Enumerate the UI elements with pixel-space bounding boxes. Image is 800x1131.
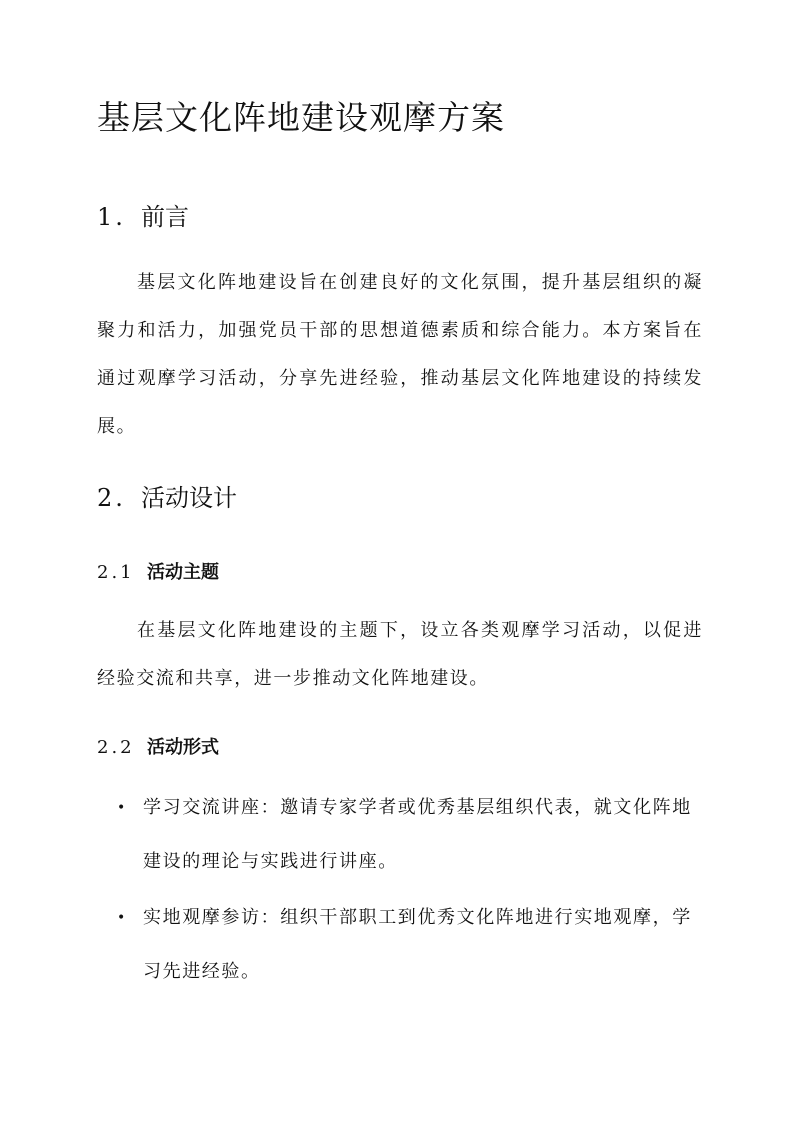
bullet-icon: • (117, 910, 127, 926)
subsection-heading-activity-theme (97, 558, 219, 584)
section-number: 1. (97, 203, 126, 231)
subsection-title: 活动主题 (147, 562, 219, 583)
section-title: 前言 (141, 203, 189, 231)
subsection-number: 2.2 (97, 737, 135, 758)
section-title: 活动设计 (141, 484, 237, 512)
list-item (117, 891, 697, 999)
activity-theme-paragraph: 在基层文化阵地建设的主题下，设立各类观摩学习活动，以促进经验交流和共享，进一步推动文化阵地建设。 (97, 620, 703, 689)
bullet-icon: • (117, 800, 127, 816)
section-heading-preface (97, 197, 189, 232)
list-item-text: 学习交流讲座：邀请专家学者或优秀基层组织代表，就文化阵地建设的理论与实践进行讲座。 (143, 797, 692, 872)
document-title: 基层文化阵地建设观摩方案 (97, 98, 505, 137)
section-number: 2. (97, 484, 126, 512)
subsection-title: 活动形式 (147, 737, 219, 758)
subsection-number: 2.1 (97, 562, 135, 583)
section-heading-activity-design (97, 478, 237, 513)
subsection-heading-activity-format (97, 733, 219, 759)
preface-paragraph: 基层文化阵地建设旨在创建良好的文化氛围，提升基层组织的凝聚力和活力，加强党员干部的思想道德素质和综合能力。本方案旨在通过观摩学习活动，分享先进经验，推动基层文化阵地建设的持续发展。 (97, 272, 703, 437)
list-item (117, 781, 697, 889)
list-item-text: 实地观摩参访：组织干部职工到优秀文化阵地进行实地观摩，学习先进经验。 (143, 907, 692, 982)
